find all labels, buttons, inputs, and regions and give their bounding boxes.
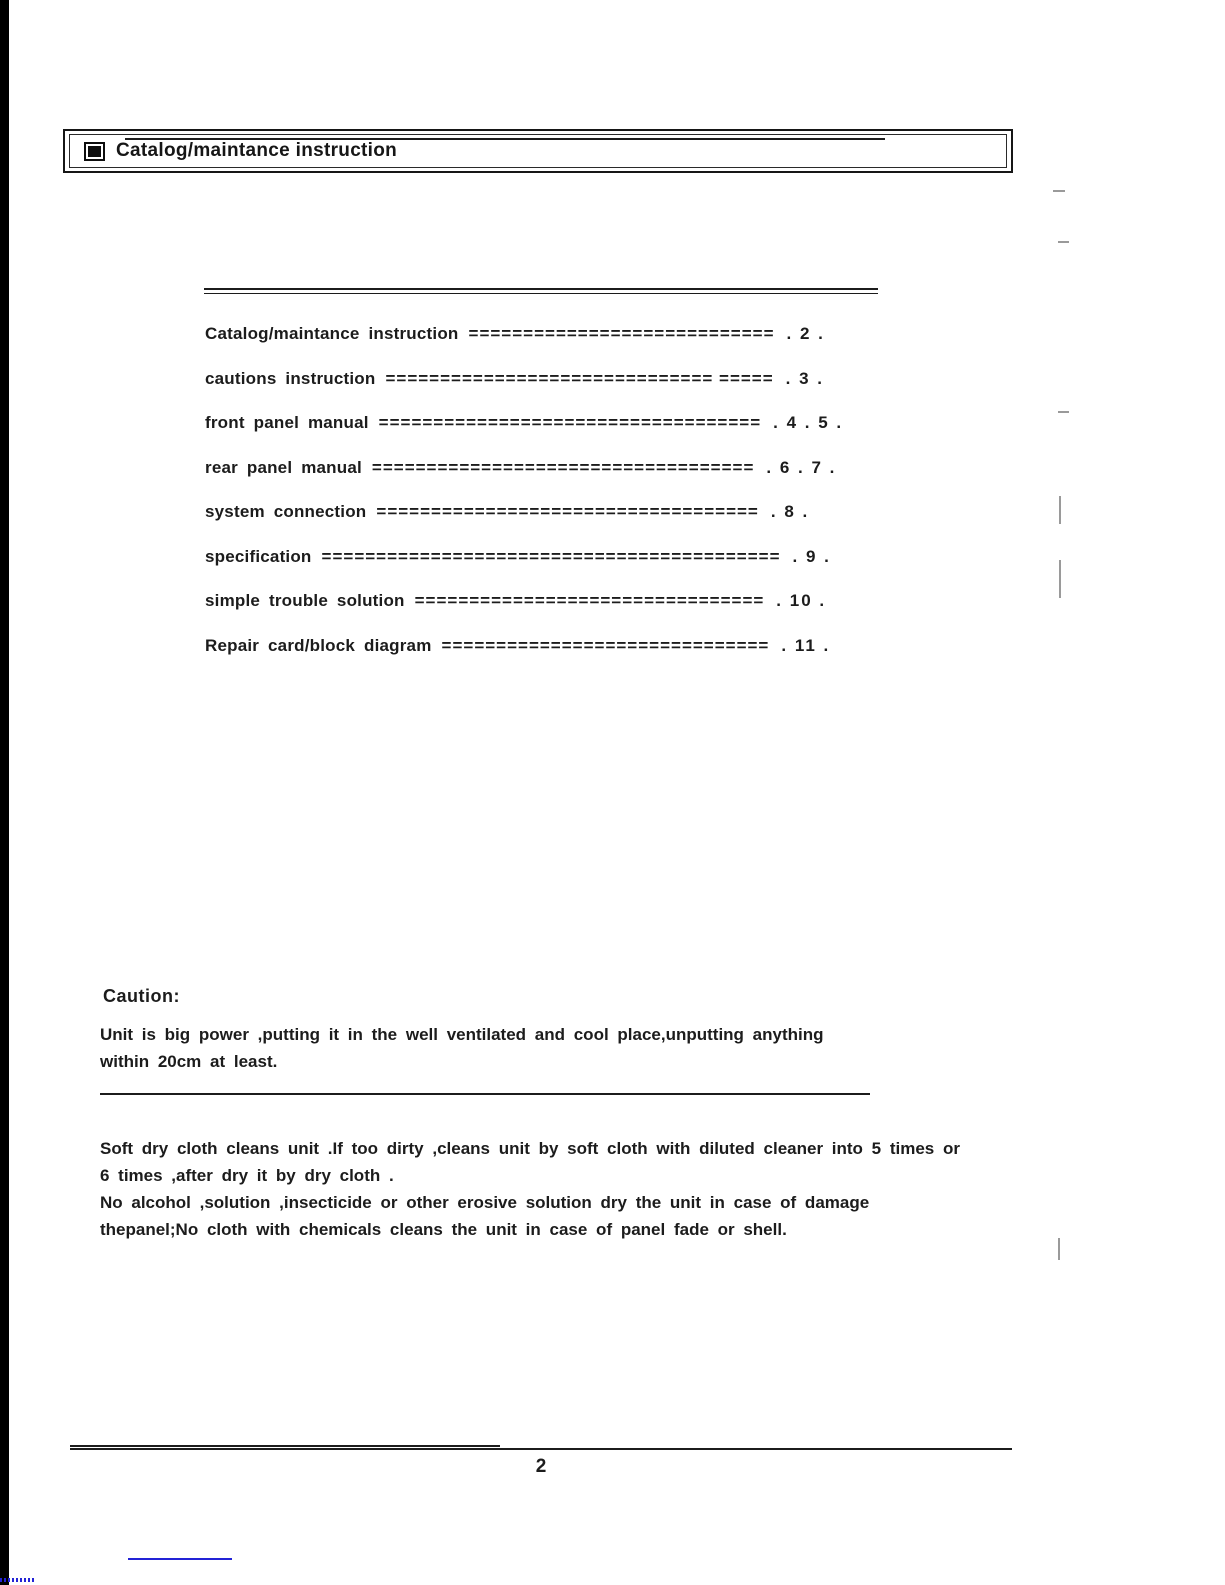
toc-entry-leader: ================================ [414,591,765,611]
footer-divider [70,1448,1012,1450]
scan-edge-bar [0,0,9,1585]
divider [100,1093,870,1095]
toc-entry [205,446,925,491]
toc-entry [205,357,925,402]
scan-artifact [1058,1238,1060,1260]
scan-artifact [1058,411,1069,413]
scan-artifact [1059,560,1061,598]
toc-entry-leader: ========================================== [321,546,781,566]
care-instructions [100,1135,968,1243]
toc-entry-leader: ============================ [468,324,775,344]
toc-entry-leader: ============================== [441,635,770,655]
toc-entry-leader: =================================== [371,457,755,477]
link-underline-artifact [128,1558,232,1560]
toc-entry-label: front panel manual [205,413,369,433]
page-title: Catalog/maintance instruction [116,140,398,161]
toc-entry-page: . 8 . [770,502,810,522]
toc-entry [205,579,925,624]
page-number: 2 [535,1456,547,1477]
toc-entry-label: cautions instruction [205,368,376,388]
care-paragraph: No alcohol ,solution ,insecticide or other erosive solution dry the unit in case of damage thepanel;No cloth with chemicals cleans the unit in case of panel fade or shell. [100,1193,870,1239]
toc-entry-page: . 10 . [776,591,827,611]
toc-entry [205,490,925,535]
toc-entry-page: . 9 . [792,546,831,566]
toc-entry-page: . 11 . [781,635,831,655]
toc-entry-page: . 3 . [785,368,825,388]
document-icon [84,142,105,161]
toc-entry-label: simple trouble solution [205,591,405,611]
table-of-contents [205,312,925,668]
toc-entry-page: . 4 . 5 . [773,413,844,433]
toc-entry [205,535,925,580]
scan-artifact [1053,190,1065,192]
toc-entry-label: Catalog/maintance instruction [205,324,459,344]
toc-entry-leader: ============================== ===== [385,368,774,388]
toc-divider [204,288,878,294]
toc-entry-page: . 2 . [786,324,825,344]
toc-entry-page: . 6 . 7 . [766,457,837,477]
caution-body: Unit is big power ,putting it in the well ventilated and cool place,unputting anything within 20cm at least. [100,1025,824,1071]
toc-entry-label: Repair card/block diagram [205,635,432,655]
scan-artifact [1059,496,1061,524]
section-header [69,134,1007,168]
care-paragraph: Soft dry cloth cleans unit .If too dirty ,cleans unit by soft cloth with diluted cleaner into 5 times or 6 times ,after dry it by dry cloth . [100,1139,960,1185]
toc-entry-label: system connection [205,502,367,522]
toc-entry-leader: =================================== [376,502,759,522]
toc-entry-label: specification [205,546,312,566]
scan-artifact [0,1578,34,1582]
toc-entry-leader: =================================== [378,413,762,433]
footer-divider [70,1445,500,1447]
section-header-box [63,129,1013,173]
toc-entry [205,401,925,446]
toc-entry [205,312,925,357]
toc-entry-label: rear panel manual [205,457,362,477]
caution-heading: Caution: [103,986,180,1006]
scan-artifact [1058,241,1069,243]
toc-entry [205,624,925,669]
